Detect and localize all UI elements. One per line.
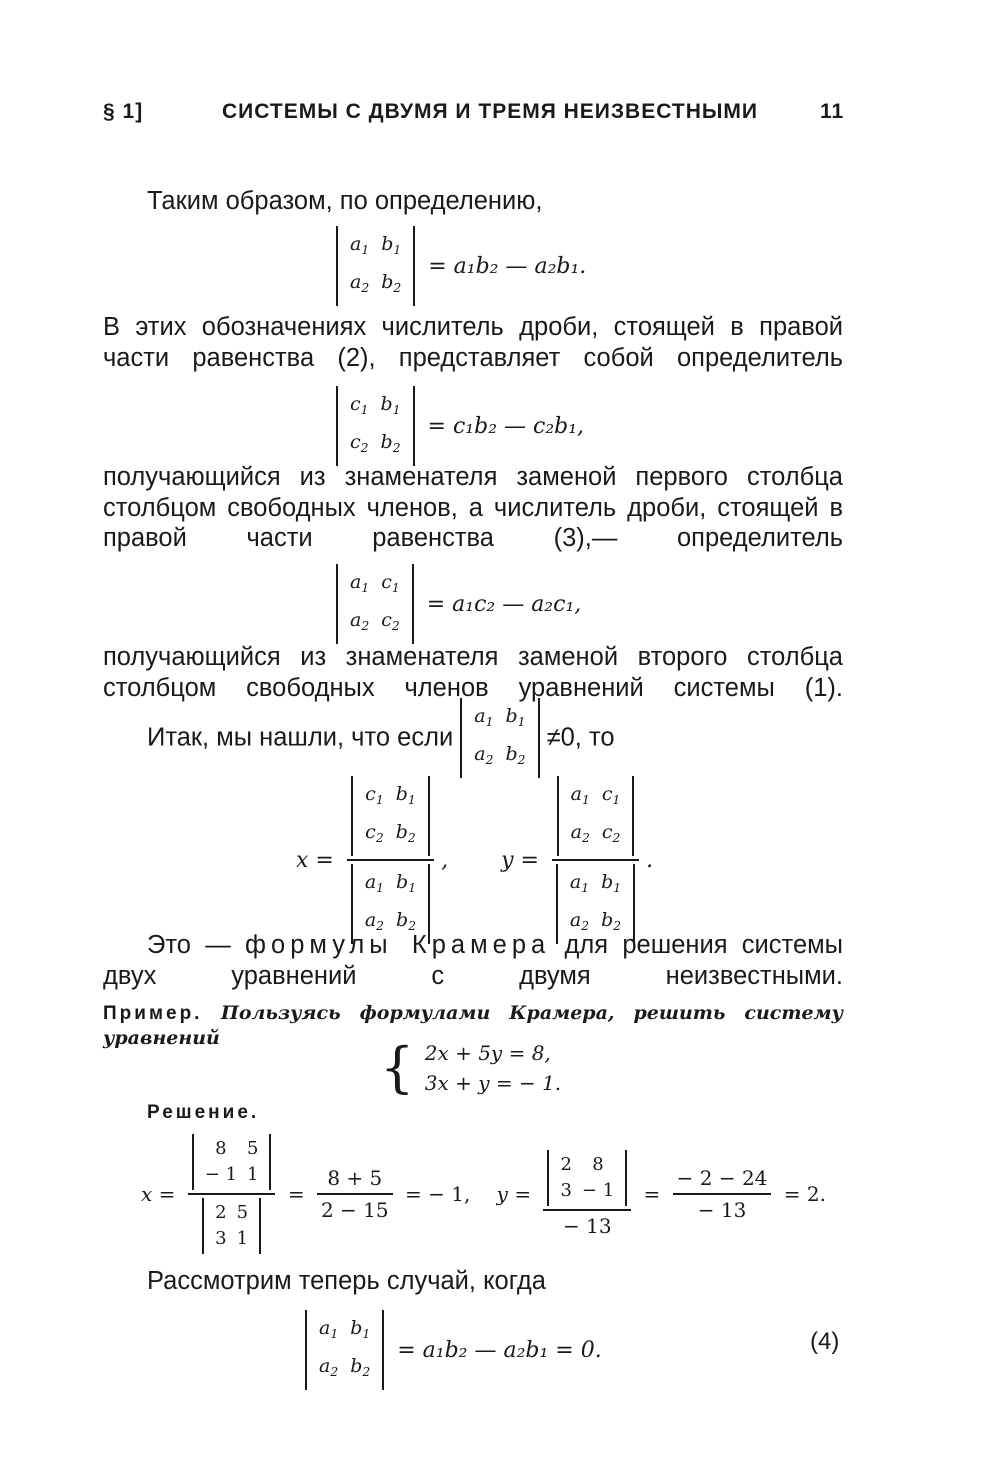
cramer-formulas [290,776,659,944]
equation-rhs: = c₁b₂ — c₂b₁, [427,413,585,439]
solution-x-num-fraction [317,1166,393,1222]
equation-det-ab: $a_1$ $b_1$ $a_2$ $b_2$ = a₁b₂ — a₂b₁. [336,226,592,306]
y-label: y = [501,847,539,873]
y-fraction: $a_1$ $c_1$ $a_2$ $c_2$ $a_1$ $b_1$ $a_2$ $b_2$ [552,776,639,944]
paragraph-cramer [103,930,843,991]
system-equation-2: 3x + y = − 1. [424,1071,562,1095]
condition-nonzero: ≠0, то [546,723,615,752]
equation-4: $a_1$ $b_1$ $a_2$ $b_2$ = a₁b₂ — a₂b₁ = 0. [305,1310,608,1390]
equation-det-ac: $a_1$ $c_1$ $a_2$ $c_2$ = a₁c₂ — a₂c₁, [336,564,587,644]
y-det-denominator: − 13 [563,1214,612,1238]
solution-y-num-fraction [673,1166,772,1222]
example-label: Пример. [103,1003,203,1024]
equals-sign: = [643,1182,661,1206]
y-denominator: − 13 [697,1198,747,1222]
solution-y-det-fraction: 2 8 3 − 1 − 13 [543,1150,631,1238]
comma: , [441,847,449,873]
solution-label: Решение. [147,1102,260,1123]
cramer-intro: Это — [147,931,231,959]
y-result: = 2. [783,1182,826,1206]
equation-rhs: = a₁b₂ — a₂b₁ = 0. [397,1337,602,1363]
paragraph-condition: Итак, мы нашли, что если $a_1$ $b_1$ $a_2$ $b_2$ ≠0, то [147,698,615,778]
y-numerator: − 2 − 24 [673,1166,772,1195]
equation-number: (4) [810,1328,840,1355]
equation-rhs: = a₁b₂ — a₂b₁. [428,253,587,279]
paragraph-case: Рассмотрим теперь случай, когда [147,1267,546,1295]
x-result: = − 1, [404,1182,471,1206]
solution-y-label: y = [496,1182,532,1206]
equals-sign: = [287,1182,305,1206]
paragraph-first-column: получающийся из знаменателя заменой первого столбца столбцом свободных членов, а числитель дроби, стоящей в правой части равенства (3),— определитель [103,463,843,552]
equation-det-cb: $c_1$ $b_1$ $c_2$ $b_2$ = c₁b₂ — c₂b₁, [336,386,590,466]
example-task: Пользуясь формулами Крамера, решить систему уравнений [103,1002,843,1049]
paragraph-second-column: получающийся из знаменателя заменой второго столбца столбцом свободных членов уравнений системы (1). [103,643,843,702]
x-denominator: 2 − 15 [320,1198,389,1222]
x-numerator: 8 + 5 [317,1166,393,1195]
solution-x-label: x = [141,1182,176,1206]
system-equation-1: 2x + 5y = 8, [424,1041,551,1065]
cramer-tail: для решения системы двух уравнений с двумя неизвестными. [103,931,843,990]
period: . [646,847,654,873]
x-label: x = [296,847,334,873]
section-number: § 1] [103,100,144,123]
example-system: { 2x + 5y = 8, 3x + y = − 1. [380,1036,562,1099]
page-number: 11 [820,100,845,123]
paragraph-definition: Таким образом, по определению, [147,187,543,215]
solution-x-det-fraction: 8 5 − 1 1 2 5 3 1 [188,1134,276,1254]
cramer-term: формулы Крамера [245,931,551,959]
running-title: СИСТЕМЫ С ДВУМЯ И ТРЕМЯ НЕИЗВЕСТНЫМИ [222,100,759,123]
paragraph-numerator: В этих обозначениях числитель дроби, стоящей в правой части равенства (2), представляет собой определитель [103,313,843,372]
equation-rhs: = a₁c₂ — a₂c₁, [426,591,582,617]
solution-formulas [135,1134,832,1254]
x-fraction: $c_1$ $b_1$ $c_2$ $b_2$ $a_1$ $b_1$ $a_2$ $b_2$ [347,776,434,944]
condition-text: Итак, мы нашли, что если [147,723,454,752]
